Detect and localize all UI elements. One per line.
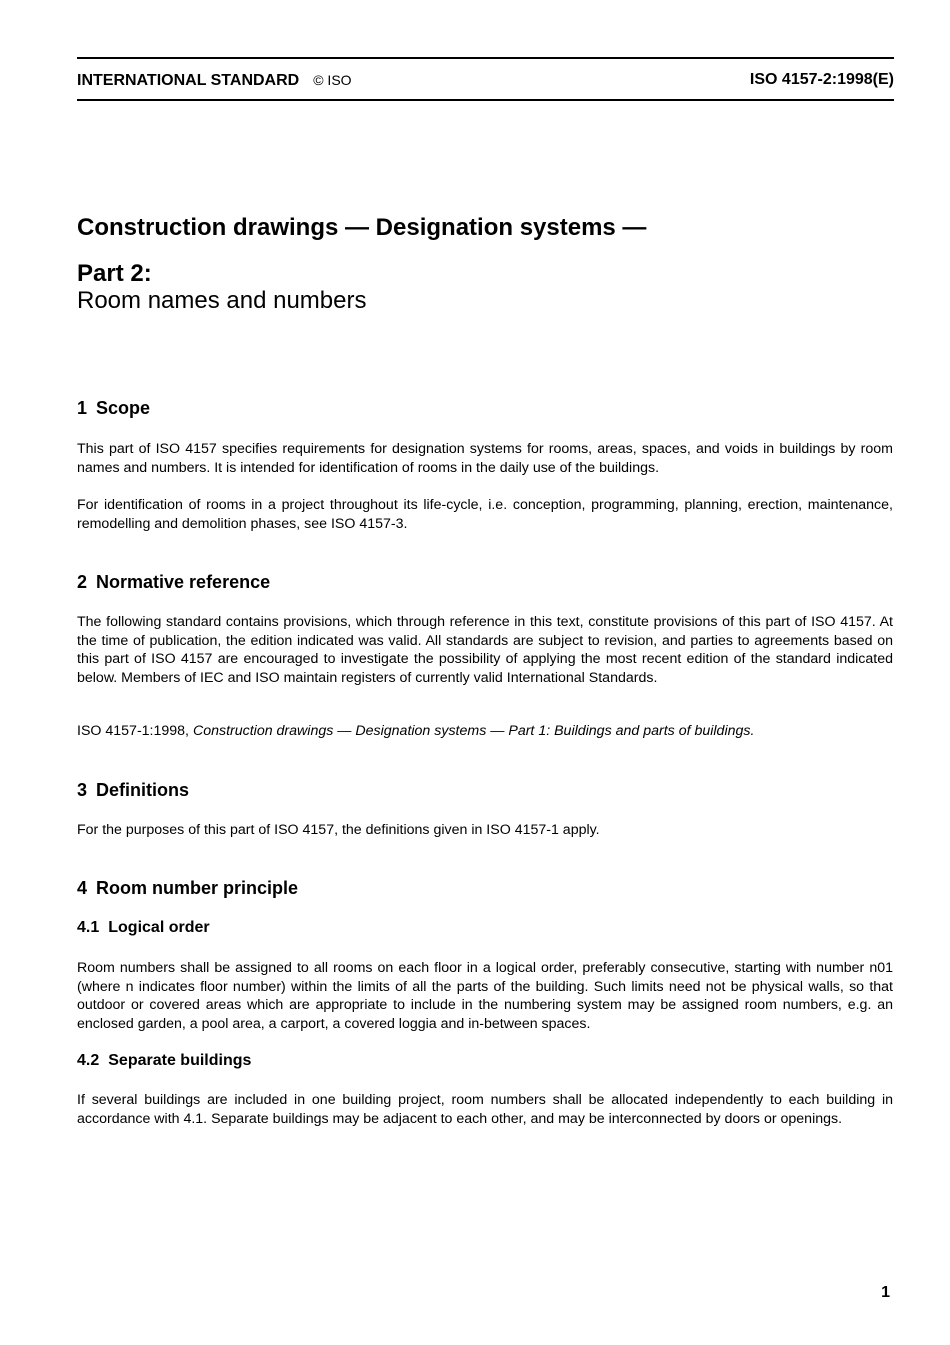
document-page — [77, 0, 894, 1345]
section-title: Definitions — [96, 780, 190, 800]
section-heading-room-number-principle — [77, 876, 298, 900]
section-title: Normative reference — [96, 572, 271, 592]
section-title: Room number principle — [96, 878, 299, 898]
logical-order-paragraph: Room numbers shall be assigned to all rooms on each floor in a logical order, preferably consecutive, starting with number n01 (where n indicates floor number) within the limits of all the parts of the building. Such limits need not be physical walls, so that outdoor or covered areas which are appropriate to include in the numbering system may be assigned room numbers, e.g. an enclosed garden, a pool area, a carport, a covered loggia and in-between spaces. — [77, 960, 893, 1032]
section-number: 1 — [77, 398, 88, 418]
section-number: 4 — [77, 878, 88, 898]
normative-reference-entry — [77, 722, 893, 741]
reference-title: Construction drawings — Designation systems — Part 1: Buildings and parts of buildings. — [192, 723, 755, 739]
subsection-title: Separate buildings — [108, 1052, 252, 1069]
reference-id: ISO 4157-1:1998, — [77, 723, 193, 739]
subsection-title: Logical order — [108, 919, 210, 936]
document-subtitle: Room names and numbers — [77, 287, 367, 314]
section-heading-scope — [77, 396, 150, 420]
scope-paragraph-1: This part of ISO 4157 specifies requirements for designation systems for rooms, areas, spaces, and voids in buildings by room names and numbers. It is intended for identification of rooms in the daily use of the buildings. — [77, 441, 893, 476]
header-copyright: © ISO — [313, 72, 352, 88]
scope-paragraph-2: For identification of rooms in a project throughout its life-cycle, i.e. conception, programming, planning, erection, maintenance, remodelling and demolition phases, see ISO 4157-3. — [77, 497, 893, 532]
section-number: 3 — [77, 780, 88, 800]
section-heading-normative-reference — [77, 570, 270, 594]
header-standard-type: INTERNATIONAL STANDARD — [77, 72, 300, 89]
header-bottom-rule — [77, 99, 894, 101]
section-title: Scope — [96, 398, 151, 418]
document-title: Construction drawings — Designation systems — — [77, 214, 647, 241]
section-number: 2 — [77, 572, 88, 592]
header-document-id: ISO 4157-2:1998(E) — [749, 71, 894, 88]
section-heading-definitions — [77, 778, 189, 802]
subsection-heading-separate-buildings — [77, 1050, 251, 1072]
header-top-rule — [77, 57, 894, 59]
subsection-number: 4.1 — [77, 919, 100, 936]
page-number: 1 — [881, 1284, 890, 1301]
normative-paragraph: The following standard contains provisions, which through reference in this text, constitute provisions of this part of ISO 4157. At the time of publication, the edition indicated was valid. All standards are subject to revision, and parties to agreements based on this part of ISO 4157 are encouraged to investigate the possibility of applying the most recent edition of the standard indicated below. Members of IEC and ISO maintain registers of currently valid International Standards. — [77, 614, 893, 686]
subsection-number: 4.2 — [77, 1052, 100, 1069]
definitions-paragraph: For the purposes of this part of ISO 4157, the definitions given in ISO 4157-1 apply. — [77, 822, 600, 838]
separate-buildings-paragraph: If several buildings are included in one building project, room numbers shall be allocated independently to each building in accordance with 4.1. Separate buildings may be adjacent to each other, and may be interconnected by doors or openings. — [77, 1092, 893, 1127]
header-left — [77, 69, 352, 92]
subsection-heading-logical-order — [77, 917, 210, 939]
running-header — [77, 69, 894, 91]
part-label: Part 2: — [77, 260, 152, 287]
